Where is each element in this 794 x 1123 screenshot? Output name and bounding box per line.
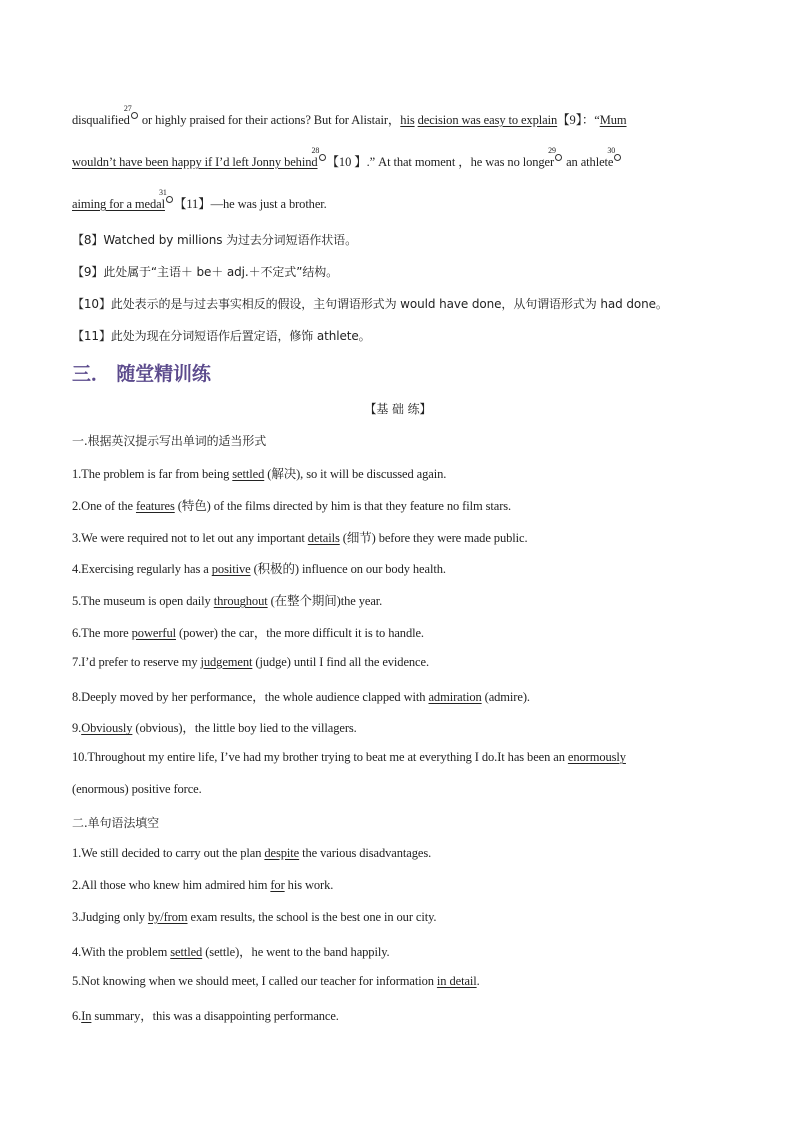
passage-text: an athlete [563,155,614,169]
circle-marker-icon [166,196,173,203]
part1-item: 5.The museum is open daily throughout (在整个期间)the year. [72,594,383,609]
sub-title: 【基 础 练】 [364,402,432,416]
answer-blank: judgement [200,654,253,669]
note-11: 【11】此处为现在分词短语作后置定语，修饰 athlete。 [72,329,371,343]
part2-item: 5.Not knowing when we should meet, I called our teacher for information in detail. [72,974,480,988]
underlined-phrase: wouldn’t have been happy if I’d left Jonny behind [72,155,318,169]
part2-item: 4.With the problem settled (settle)，he went to the band happily. [72,945,390,959]
underlined-phrase: aiming for a medal [72,197,165,211]
part2-item: 2.All those who knew him admired him for his work. [72,878,334,892]
part2-item: 3.Judging only by/from exam results, the school is the best one in our city. [72,910,437,924]
answer-blank: settled [232,467,265,481]
underlined-phrase: his [400,113,415,127]
answer-blank: settled [170,945,203,959]
underlined-phrase: decision was easy to explain [417,113,558,127]
part2-item: 6.In summary，this was a disappointing performance. [72,1009,339,1023]
part1-item: 3.We were required not to let out any important details (细节) before they were made public. [72,530,528,545]
note-8: 【8】Watched by millions 为过去分词短语作状语。 [72,233,357,247]
answer-blank: positive [211,562,251,577]
answer-blank: features [135,498,175,513]
answer-blank: in detail [436,974,477,988]
item10-continuation: (enormous) positive force. [72,782,202,796]
part1-item: 1.The problem is far from being settled (解决), so it will be discussed again. [72,467,447,481]
passage-line-3: aiming for a medal 31 【11】—he was just a brother. [72,188,327,211]
passage-text: or highly praised for their actions? But for Alistair， [138,113,401,127]
passage-text: disqualified [72,113,130,127]
answer-blank: throughout [213,594,268,609]
passage-text: 【9】：“ [557,113,600,127]
part1-item: 9.Obviously (obvious)，the little boy lied to the villagers. [72,721,357,736]
note-10: 【10】此处表示的是与过去事实相反的假设，主句谓语形式为 would have done，从句谓语形式为 had done。 [72,297,668,311]
underlined-phrase: Mum [599,113,627,127]
part1-item: 4.Exercising regularly has a positive (积极的) influence on our body health. [72,562,446,577]
part1-item: 2.One of the features (特色) of the films directed by him is that they feature no film stars. [72,498,512,513]
answer-blank: admiration [428,689,482,704]
circle-marker-icon [614,154,621,161]
part1-item: 6.The more powerful (power) the car，the more difficult it is to handle. [72,626,424,640]
passage-text: 【10 】.” At that moment ，he was no longer [326,155,555,169]
part1-title: 一.根据英汉提示写出单词的适当形式 [72,434,267,448]
part1-item: 7.I’d prefer to reserve my judgement (judge) until I find all the evidence. [72,654,429,669]
answer-blank: In [81,1009,92,1023]
answer-blank: enormously [567,750,626,765]
part2-item: 1.We still decided to carry out the plan despite the various disadvantages. [72,846,432,860]
passage-text: 【11】—he was just a brother. [173,197,327,211]
answer-blank: powerful [131,626,176,640]
part1-item: 8.Deeply moved by her performance，the whole audience clapped with admiration (admire). [72,689,530,704]
circle-marker-icon [131,112,138,119]
passage-line-1: disqualified 27 or highly praised for their actions? But for Alistair，his decision was easy to explain【9】：“Mum [72,104,627,127]
section-title: 三． 随堂精训练 [72,363,211,385]
part1-item: 10.Throughout my entire life, I’ve had my brother trying to beat me at everything I do.It has been an enormously [72,750,626,765]
part2-title: 二.单句语法填空 [72,816,160,830]
answer-blank: for [270,878,285,892]
note-9: 【9】此处属于“主语＋ be＋ adj.＋不定式”结构。 [72,265,339,279]
answer-blank: by/from [147,910,188,924]
answer-blank: details [307,530,340,545]
circle-marker-icon [555,154,562,161]
answer-blank: Obviously [81,721,133,736]
circle-marker-icon [319,154,326,161]
passage-line-2: wouldn’t have been happy if I’d left Jonny behind 28 【10 】.” At that moment ，he was no longer 29 an athlete 30 [72,152,622,170]
answer-blank: despite [264,846,300,860]
